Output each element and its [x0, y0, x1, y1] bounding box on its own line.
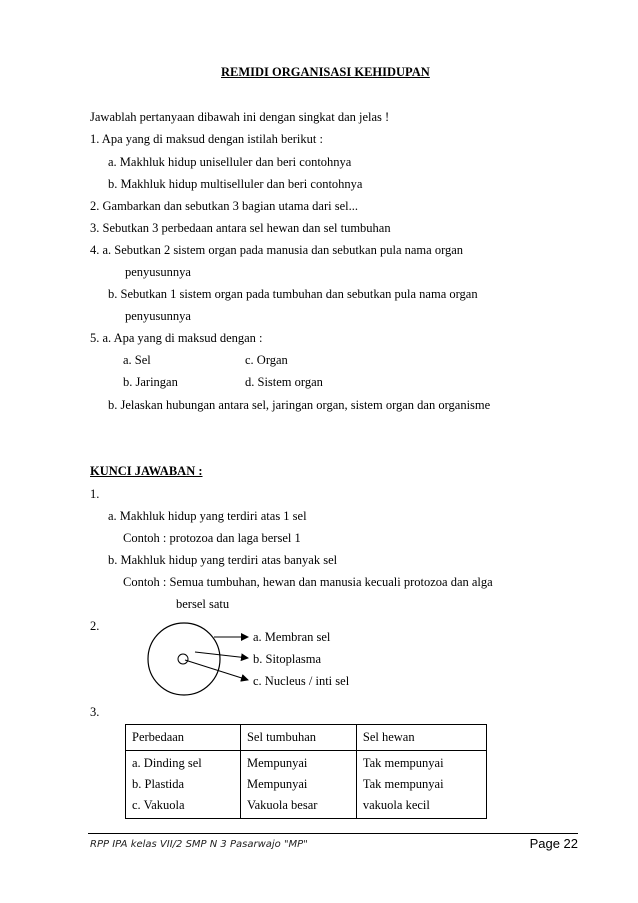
comparison-table	[125, 724, 487, 819]
answer-1b: b. Makhluk hidup yang terdiri atas banyak sel	[108, 553, 338, 567]
question-5a: 5. a. Apa yang di maksud dengan :	[90, 331, 263, 345]
table-cell-text: c. Vakuola	[132, 798, 185, 812]
table-header-row	[126, 725, 487, 751]
table-cell-text: Vakuola besar	[246, 798, 318, 812]
question-5-option-b: b. Jaringan	[123, 375, 178, 389]
question-5-option-c: c. Organ	[245, 353, 288, 367]
footer-document-label: RPP IPA kelas VII/2 SMP N 3 Pasarwajo "MP"	[90, 839, 308, 850]
answer-1a: a. Makhluk hidup yang terdiri atas 1 sel	[108, 509, 307, 523]
table-cell-text: Mempunyai	[246, 777, 308, 791]
cell-membrane-circle	[148, 623, 220, 695]
table-body-row	[126, 751, 487, 819]
question-1b: b. Makhluk hidup multiselluler dan beri contohnya	[108, 177, 363, 191]
question-1: 1. Apa yang di maksud dengan istilah berikut :	[90, 132, 323, 146]
cell-label-membrane: a. Membran sel	[253, 630, 331, 644]
answer-3-number: 3.	[90, 705, 100, 719]
question-5b: b. Jelaskan hubungan antara sel, jaringan organ, sistem organ dan organisme	[108, 398, 491, 412]
question-4b: b. Sebutkan 1 sistem organ pada tumbuhan dan sebutkan pula nama organ	[108, 287, 478, 301]
question-5-option-d: d. Sistem organ	[245, 375, 323, 389]
table-cell-text: Mempunyai	[246, 756, 308, 770]
table-cell-text: a. Dinding sel	[132, 756, 202, 770]
cell-label-nucleus: c. Nucleus / inti sel	[253, 674, 350, 688]
arrow-to-cytoplasm	[195, 652, 248, 658]
answer-2-number: 2.	[90, 619, 100, 633]
answer-1a-example: Contoh : protozoa dan laga bersel 1	[123, 531, 301, 545]
page-title: REMIDI ORGANISASI KEHIDUPAN	[221, 65, 430, 79]
question-4a: 4. a. Sebutkan 2 sistem organ pada manusia dan sebutkan pula nama organ	[90, 243, 464, 257]
question-3: 3. Sebutkan 3 perbedaan antara sel hewan dan sel tumbuhan	[90, 221, 391, 235]
question-1a: a. Makhluk hidup uniselluler dan beri contohnya	[108, 155, 352, 169]
cell-nucleus-circle	[178, 654, 188, 664]
table-header-cell: Perbedaan	[126, 725, 241, 751]
table-header-cell: Sel hewan	[356, 725, 486, 751]
table-body-cell	[356, 751, 486, 819]
cell-label-cytoplasm: b. Sitoplasma	[253, 652, 322, 666]
question-4a-continuation: penyusunnya	[125, 265, 191, 279]
question-5-option-a: a. Sel	[123, 353, 151, 367]
table-cell-text: b. Plastida	[132, 777, 185, 791]
table-body-cell	[126, 751, 241, 819]
answer-key-heading: KUNCI JAWABAN :	[90, 464, 203, 478]
footer-divider	[88, 833, 578, 834]
table-cell-text: Tak mempunyai	[362, 777, 444, 791]
table-cell-text: vakuola kecil	[362, 798, 430, 812]
table-header-cell: Sel tumbuhan	[240, 725, 356, 751]
question-2: 2. Gambarkan dan sebutkan 3 bagian utama dari sel...	[90, 199, 358, 213]
answer-1-number: 1.	[90, 487, 100, 501]
table-body-cell	[240, 751, 356, 819]
instruction-text: Jawablah pertanyaan dibawah ini dengan singkat dan jelas !	[90, 110, 390, 124]
table-cell-text: Tak mempunyai	[362, 756, 444, 770]
question-4b-continuation: penyusunnya	[125, 309, 191, 323]
answer-1b-example: Contoh : Semua tumbuhan, hewan dan manusia kecuali protozoa dan alga	[123, 575, 493, 589]
page-number: Page 22	[529, 836, 578, 851]
answer-1b-example-continuation: bersel satu	[176, 597, 230, 611]
arrow-to-nucleus	[185, 660, 248, 680]
